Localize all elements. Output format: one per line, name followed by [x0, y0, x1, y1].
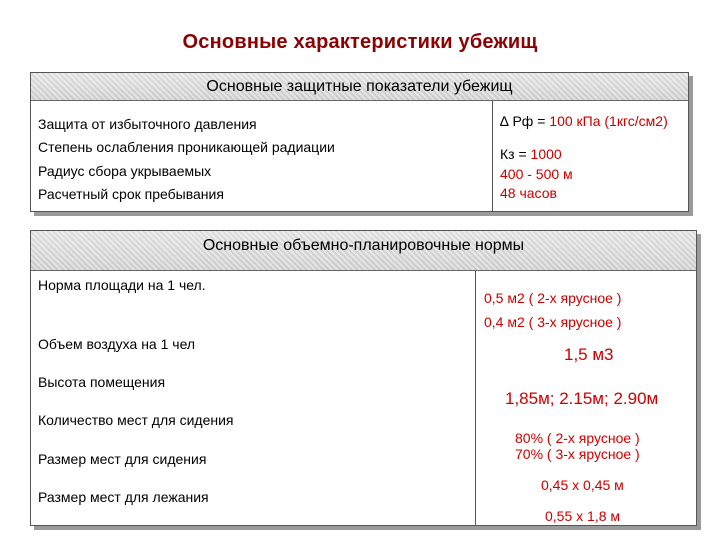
pressure-value: 100 кПа (1кгс/см2) — [549, 113, 668, 129]
label-air: Объем воздуха на 1 чел — [38, 336, 196, 352]
duration-value: 48 часов — [500, 185, 557, 201]
page-title: Основные характеристики убежищ — [182, 31, 538, 53]
label-height: Высота помещения — [38, 374, 166, 390]
planning-divider — [475, 271, 476, 525]
label-seat-size: Размер мест для сидения — [38, 451, 207, 467]
kz-value-line — [500, 146, 562, 162]
label-area: Норма площади на 1 чел. — [38, 277, 206, 293]
protection-header-text: Основные защитные показатели убежищ — [206, 78, 513, 95]
value-lying-size: 0,55 х 1,8 м — [545, 508, 621, 524]
pressure-value-line — [500, 113, 668, 129]
planning-header — [31, 231, 696, 271]
kz-prefix: Кз = — [500, 146, 531, 162]
value-area-2tier: 0,5 м2 ( 2-х ярусное ) — [484, 290, 622, 306]
value-seat-size: 0,45 х 0,45 м — [541, 477, 624, 493]
kz-value: 1000 — [530, 146, 562, 162]
value-height: 1,85м; 2.15м; 2.90м — [505, 389, 659, 408]
planning-header-text: Основные объемно-планировочные нормы — [202, 237, 525, 254]
value-seats-3tier: 70% ( 3-х ярусное ) — [515, 446, 640, 462]
protection-item-radius: Радиус сбора укрываемых — [38, 163, 212, 179]
protection-divider — [492, 101, 493, 211]
label-seats: Количество мест для сидения — [38, 412, 234, 428]
protection-item-pressure: Защита от избыточного давления — [38, 116, 257, 132]
planning-box — [30, 230, 697, 526]
value-air: 1,5 м3 — [564, 345, 614, 364]
protection-item-duration: Расчетный срок пребывания — [38, 186, 224, 202]
pressure-prefix: ∆ Рф = — [500, 113, 550, 129]
value-seats-2tier: 80% ( 2-х ярусное ) — [515, 430, 640, 446]
protection-box — [30, 72, 689, 212]
value-area-3tier: 0,4 м2 ( 3-х ярусное ) — [484, 314, 622, 330]
protection-header — [31, 73, 688, 101]
label-lying-size: Размер мест для лежания — [38, 489, 209, 505]
protection-item-radiation: Степень ослабления проникающей радиации — [38, 139, 335, 155]
radius-value: 400 - 500 м — [500, 166, 573, 182]
